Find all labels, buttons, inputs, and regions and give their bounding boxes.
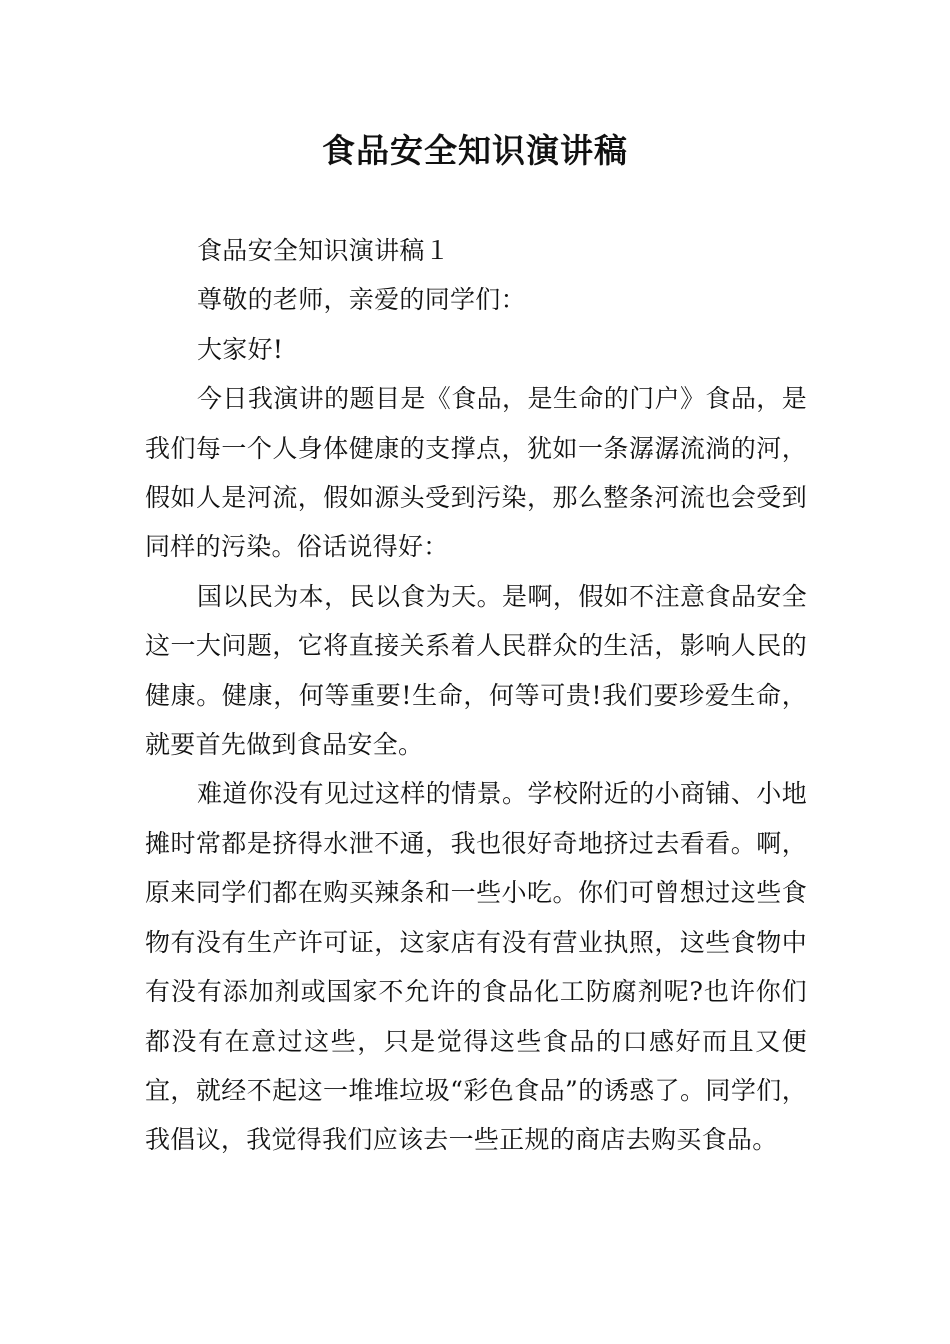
paragraph-1: 今日我演讲的题目是《食品，是生命的门户》食品，是我们每一个人身体健康的支撑点，犹如一条潺潺流淌的河，假如人是河流，假如源头受到污染，那么整条河流也会受到同样的污染。俗话说得好： [145, 384, 807, 562]
paragraph-salutation: 尊敬的老师，亲爱的同学们： [197, 285, 526, 315]
document-body [145, 226, 807, 1165]
paragraph-3: 难道你没有见过这样的情景。学校附近的小商铺、小地摊时常都是挤得水泄不通，我也很好奇地挤过去看看。啊，原来同学们都在购买辣条和一些小吃。你们可曾想过这些食物有没有生产许可证，这家店有没有营业执照，这些食物中有没有添加剂或国家不允许的食品化工防腐剂呢?也许你们都没有在意过这些，只是觉得这些食品的口感好而且又便宜，就经不起这一堆堆垃圾“彩色食品”的诱惑了。同学们，我倡议，我觉得我们应该去一些正规的商店去购买食品。 [145, 779, 807, 1155]
paragraph-greeting: 大家好! [197, 334, 284, 364]
paragraph-2: 国以民为本，民以食为天。是啊，假如不注意食品安全这一大问题，它将直接关系着人民群众的生活，影响人民的健康。健康，何等重要!生命，何等可贵!我们要珍爱生命，就要首先做到食品安全。 [145, 581, 807, 760]
paragraph-heading: 食品安全知识演讲稿１ [197, 236, 451, 265]
document-title: 食品安全知识演讲稿 [322, 131, 628, 170]
